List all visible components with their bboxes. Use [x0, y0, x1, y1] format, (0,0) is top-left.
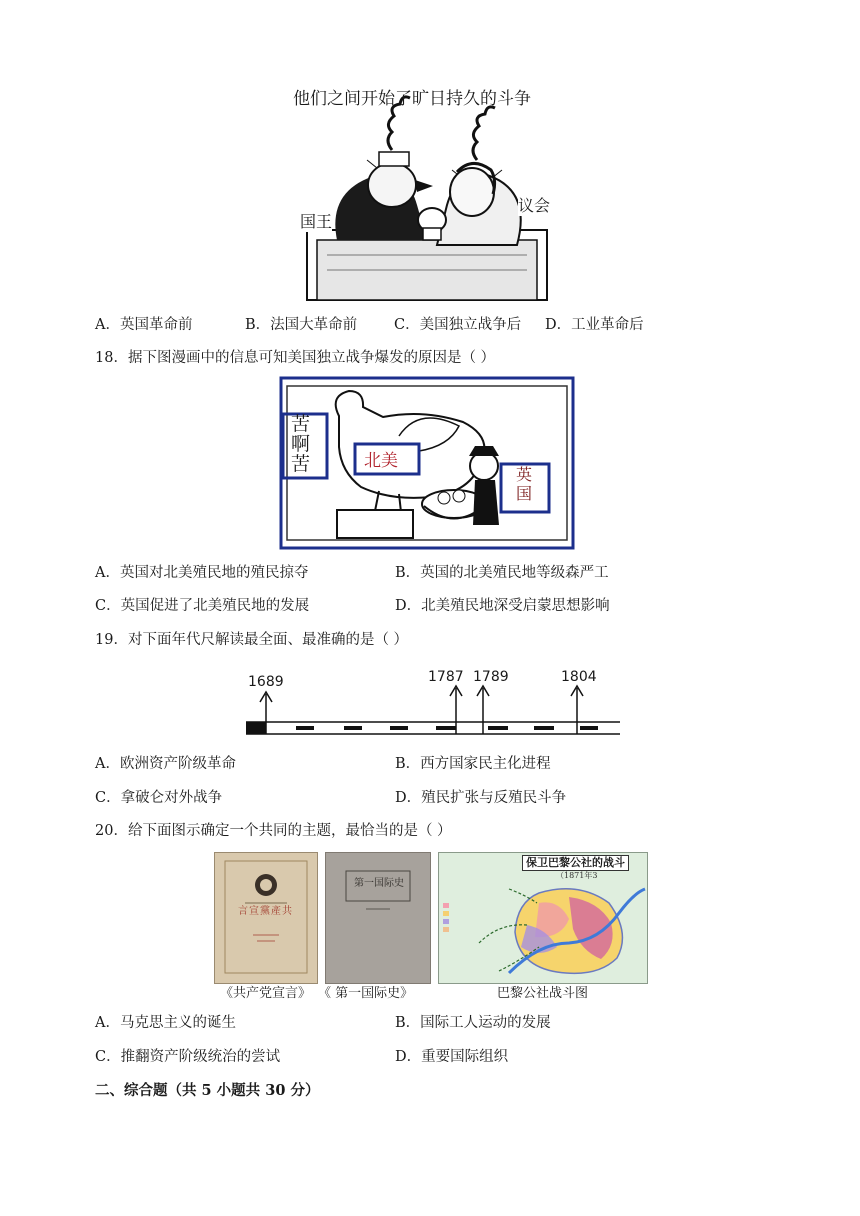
- q17-option-b: B．法国大革命前: [245, 317, 358, 333]
- map-year: （1871年3: [556, 871, 598, 880]
- book-communist-manifesto: [214, 852, 318, 984]
- q20-option-a: A．马克思主义的诞生: [95, 1015, 236, 1031]
- book2-caption: 《 第一国际史》: [318, 986, 414, 1001]
- q17-option-a: A．英国革命前: [95, 317, 193, 333]
- q19-option-c: C．拿破仑对外战争: [95, 790, 223, 806]
- q20-option-b: B．国际工人运动的发展: [395, 1015, 551, 1031]
- label-britain-2: 国: [516, 484, 533, 503]
- label-britain-1: 英: [516, 465, 533, 484]
- q19-option-b: B．西方国家民主化进程: [395, 756, 551, 772]
- label-parliament: 议会: [518, 196, 551, 215]
- paris-commune-map: [438, 852, 648, 984]
- q18-option-d: D．北美殖民地深受启蒙思想影响: [395, 598, 610, 614]
- map-title: 保卫巴黎公社的战斗: [522, 855, 629, 871]
- label-king: 国王: [300, 212, 333, 231]
- q20-option-c: C．推翻资产阶级统治的尝试: [95, 1049, 281, 1065]
- q18-option-c: C．英国促进了北美殖民地的发展: [95, 598, 310, 614]
- cartoon-title: 他们之间开始了旷日持久的斗争: [293, 89, 531, 109]
- q18-option-a: A．英国对北美殖民地的殖民掠夺: [95, 565, 309, 581]
- label-north-america: 北美: [364, 451, 398, 471]
- label-suffering-2: 啊: [291, 433, 311, 455]
- q17-option-d: D．工业革命后: [545, 317, 644, 333]
- section-heading: 二、综合题（共 5 小题共 30 分）: [95, 1082, 320, 1099]
- q18-option-b: B．英国的北美殖民地等级森严工: [395, 565, 609, 581]
- book1-caption: 《共产党宣言》: [220, 986, 312, 1001]
- q20-option-d: D．重要国际组织: [395, 1049, 509, 1065]
- book1-title: 言宣黨產共: [238, 906, 293, 917]
- label-suffering-3: 苦: [291, 453, 311, 475]
- timeline-year-1787: 1787: [428, 669, 464, 685]
- timeline-year-1804: 1804: [561, 669, 597, 685]
- timeline-year-1689: 1689: [248, 674, 284, 690]
- q17-option-c: C．美国独立战争后: [394, 317, 522, 333]
- cartoon-hen-britain: [279, 376, 575, 550]
- q19-option-a: A．欧洲资产阶级革命: [95, 756, 236, 772]
- timeline-year-1789: 1789: [473, 669, 509, 685]
- book-first-international: [325, 852, 431, 984]
- label-suffering-1: 苦: [291, 413, 311, 435]
- q18-question: 18．据下图漫画中的信息可知美国独立战争爆发的原因是（ ）: [95, 350, 496, 366]
- cartoon-king-parliament: [287, 80, 567, 302]
- map-caption: 巴黎公社战斗图: [497, 986, 589, 1001]
- q19-option-d: D．殖民扩张与反殖民斗争: [395, 790, 567, 806]
- book2-title: 第一国际史: [354, 878, 404, 889]
- q19-question: 19．对下面年代尺解读最全面、最准确的是（ ）: [95, 632, 409, 648]
- q20-question: 20．给下面图示确定一个共同的主题，最恰当的是（ ）: [95, 823, 452, 839]
